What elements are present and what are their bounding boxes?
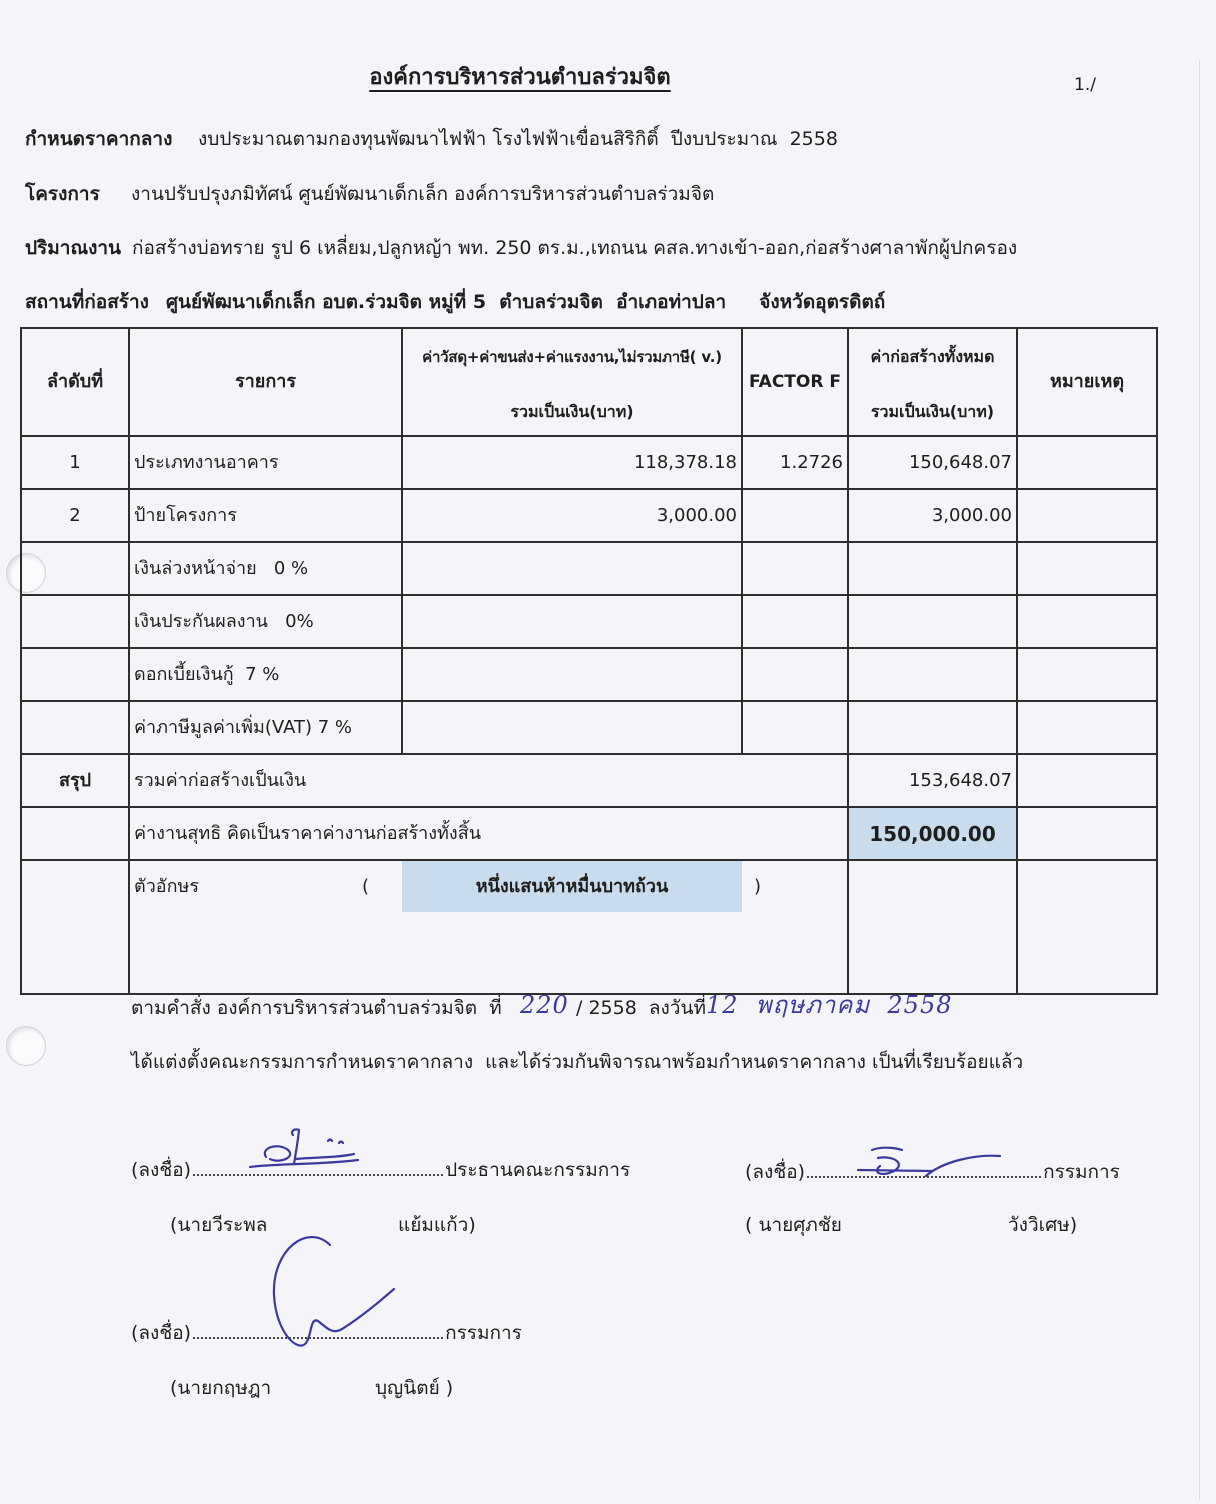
summary-words-close-paren: ) <box>754 876 762 897</box>
row-remark <box>1017 489 1157 542</box>
row-total <box>848 542 1017 595</box>
handwritten-signature-chairman <box>244 1124 368 1176</box>
summary-words-open-paren: ( <box>362 876 370 897</box>
row-factor <box>742 595 848 648</box>
row-no: 1 <box>21 436 129 489</box>
row-remark <box>1017 648 1157 701</box>
row-no <box>21 648 129 701</box>
summary-net-label: ค่างานสุทธิ คิดเป็นราคาค่างานก่อสร้างทั้งสิ้น <box>129 807 848 860</box>
summary-words-value: หนึ่งแสนห้าหมื่นบาทถ้วน <box>402 861 742 912</box>
page-number: 1./ <box>1074 75 1096 95</box>
sign-prefix: (ลงชื่อ) <box>745 1161 806 1183</box>
field-label-median-price: กำหนดราคากลาง <box>25 128 173 150</box>
row-total: 150,648.07 <box>848 436 1017 489</box>
document-title: องค์การบริหารส่วนตำบลร่วมจิต <box>369 65 671 90</box>
order-number-handwritten: 220 <box>520 991 569 1019</box>
row-no <box>21 542 129 595</box>
signer-name-first: (นายกฤษฎา <box>170 1377 272 1399</box>
row-remark <box>1017 701 1157 754</box>
row-factor <box>742 648 848 701</box>
signer-name-last: วังวิเศษ) <box>1008 1214 1078 1236</box>
row-remark <box>1017 595 1157 648</box>
row-no <box>21 701 129 754</box>
signer-name-last: แย้มแก้ว) <box>398 1214 476 1236</box>
row-item: เงินประกันผลงาน 0% <box>129 595 402 648</box>
table-row <box>21 436 1157 489</box>
row-total <box>848 595 1017 648</box>
field-value-project: งานปรับปรุงภมิทัศน์ ศูนย์พัฒนาเด็กเล็ก องค์การบริหารส่วนตำบลร่วมจิต <box>131 183 715 205</box>
summary-words-no <box>21 860 129 994</box>
col-header-total-title: ค่าก่อสร้างทั้งหมด <box>870 347 995 366</box>
col-header-total <box>848 328 1017 436</box>
col-header-remark: หมายเหตุ <box>1017 328 1157 436</box>
row-cost <box>402 595 742 648</box>
row-cost <box>402 542 742 595</box>
sign-prefix: (ลงชื่อ) <box>131 1322 192 1344</box>
signer-role: ประธานคณะกรรมการ <box>445 1159 631 1181</box>
punch-hole-bottom <box>6 1026 46 1066</box>
summary-net-remark <box>1017 807 1157 860</box>
field-value-median-price: งบประมาณตามกองทุนพัฒนาไฟฟ้า โรงไฟฟ้าเขื่อนสิริกิติ์ ปีงบประมาณ 2558 <box>198 128 838 150</box>
summary-words-cell <box>129 860 848 994</box>
handwritten-signature-committee-2 <box>262 1225 402 1357</box>
summary-words-label: ตัวอักษร <box>134 876 200 897</box>
signature-line-chairman <box>131 1158 630 1182</box>
summary-words-remark <box>1017 860 1157 994</box>
table-row <box>21 489 1157 542</box>
row-no: 2 <box>21 489 129 542</box>
field-value-work-quantity: ก่อสร้างบ่อทราย รูป 6 เหลี่ยม,ปลูกหญ้า พท. 250 ตร.ม.,เทถนน คสล.ทางเข้า-ออก,ก่อสร้างศาลาพักผู้ปกครอง <box>132 237 1018 259</box>
row-cost <box>402 648 742 701</box>
summary-words-row <box>21 860 1157 994</box>
row-remark <box>1017 436 1157 489</box>
signer-name-first: (นายวีระพล <box>170 1214 268 1236</box>
col-header-total-unit: รวมเป็นเงิน(บาท) <box>870 402 995 421</box>
row-factor <box>742 489 848 542</box>
summary-total-value: 153,648.07 <box>848 754 1017 807</box>
field-label-location: สถานที่ก่อสร้าง <box>25 291 149 313</box>
order-statement: ได้แต่งตั้งคณะกรรมการกำหนดราคากลาง และได้ร่วมกันพิจารณาพร้อมกำหนดราคากลาง เป็นที่เรียบร้อยแล้ว <box>131 1051 1024 1073</box>
col-header-cost-title: ค่าวัสดุ+ค่าขนส่ง+ค่าแรงงาน,ไม่รวมภาษี( v.) <box>422 348 722 366</box>
order-date-handwritten: 12 พฤษภาคม 2558 <box>706 991 953 1019</box>
table-header-row <box>21 328 1157 436</box>
col-header-factor: FACTOR F <box>742 328 848 436</box>
field-label-work-quantity: ปริมาณงาน <box>25 237 122 259</box>
row-total <box>848 701 1017 754</box>
row-factor <box>742 701 848 754</box>
price-table <box>20 327 1158 995</box>
row-item: ค่าภาษีมูลค่าเพิ่ม(VAT) 7 % <box>129 701 402 754</box>
order-prefix: ตามคำสั่ง องค์การบริหารส่วนตำบลร่วมจิต ที่ <box>131 997 502 1019</box>
row-factor <box>742 542 848 595</box>
row-factor: 1.2726 <box>742 436 848 489</box>
summary-total-remark <box>1017 754 1157 807</box>
col-header-cost-unit: รวมเป็นเงิน(บาท) <box>510 402 634 421</box>
table-row <box>21 542 1157 595</box>
table-row <box>21 648 1157 701</box>
col-header-item: รายการ <box>129 328 402 436</box>
handwritten-signature-committee-1 <box>850 1140 1010 1190</box>
field-label-project: โครงการ <box>25 183 100 205</box>
summary-label: สรุป <box>21 754 129 807</box>
row-cost <box>402 701 742 754</box>
col-header-no: ลำดับที่ <box>21 328 129 436</box>
row-total <box>848 648 1017 701</box>
table-row <box>21 701 1157 754</box>
signer-role: กรรมการ <box>1043 1161 1120 1183</box>
paper-edge <box>1199 60 1200 1500</box>
table-row <box>21 595 1157 648</box>
summary-net-row <box>21 807 1157 860</box>
signer-name-first: ( นายศุภชัย <box>745 1214 842 1236</box>
row-item: ดอกเบี้ยเงินกู้ 7 % <box>129 648 402 701</box>
col-header-cost <box>402 328 742 436</box>
row-total: 3,000.00 <box>848 489 1017 542</box>
signer-role: กรรมการ <box>445 1322 522 1344</box>
row-no <box>21 595 129 648</box>
row-item: ป้ายโครงการ <box>129 489 402 542</box>
sign-prefix: (ลงชื่อ) <box>131 1159 192 1181</box>
summary-net-no <box>21 807 129 860</box>
summary-words-total <box>848 860 1017 994</box>
order-year: / 2558 ลงวันที่ <box>576 997 706 1019</box>
field-value-location: ศูนย์พัฒนาเด็กเล็ก อบต.ร่วมจิต หมู่ที่ 5 ตำบลร่วมจิต อำเภอท่าปลา จังหวัดอุตรดิตถ์ <box>166 291 886 313</box>
row-item: ประเภทงานอาคาร <box>129 436 402 489</box>
summary-total-label: รวมค่าก่อสร้างเป็นเงิน <box>129 754 848 807</box>
row-cost: 118,378.18 <box>402 436 742 489</box>
summary-total-row <box>21 754 1157 807</box>
signer-name-last: บุญนิตย์ ) <box>375 1377 454 1399</box>
row-remark <box>1017 542 1157 595</box>
row-cost: 3,000.00 <box>402 489 742 542</box>
summary-net-value: 150,000.00 <box>848 807 1017 860</box>
row-item: เงินล่วงหน้าจ่าย 0 % <box>129 542 402 595</box>
